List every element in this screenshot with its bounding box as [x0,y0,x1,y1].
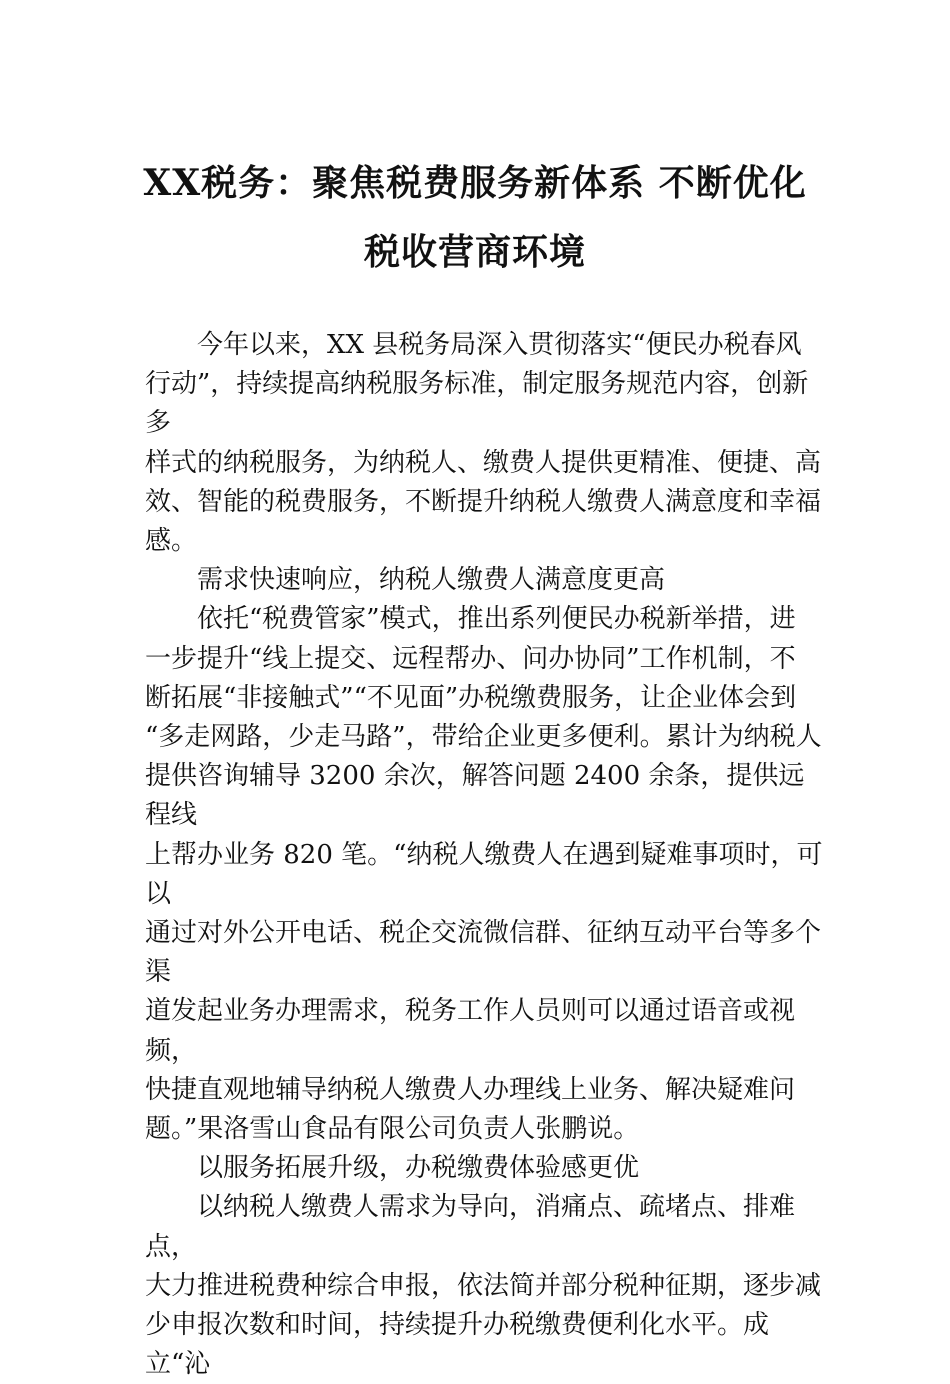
document-title-line-2: 税收营商环境 [363,231,586,273]
document-body [145,326,825,1384]
section-heading-response: 需求快速响应，纳税人缴费人满意度更高 [197,565,666,596]
paragraph-response: 依托“税费管家”模式，推出系列便民办税新举措，进 一步提升“线上提交、远程帮办、问办协同”工作机制，不 断拓展“非接触式”“不见面”办税缴费服务，让企业体会到 “多走网路，少走马路”，带给企业更多便利。累计为纳税人 提供咨询辅导 3200 余次，解答问题 2400 余条，提供远程线 上帮办业务 820 笔。“纳税人缴费人在遇到疑难事项时，可以 通过对外公开电话、税企交流微信群、征纳互动平台等多个渠 道发起业务办理需求，税务工作人员则可以通过语音或视频， 快捷直观地辅导纳税人缴费人办理线上业务、解决疑难问 题。”果洛雪山食品有限公司负责人张鹏说。 [145,604,823,1145]
section-heading-service: 以服务拓展升级，办税缴费体验感更优 [197,1153,640,1184]
document-title-line-1: XX税务：聚焦税费服务新体系 不断优化 [143,162,807,204]
paragraph-intro: 今年以来，XX 县税务局深入贯彻落实“便民办税春风 行动”，持续提高纳税服务标准，制定服务规范内容，创新多 样式的纳税服务，为纳税人、缴费人提供更精准、便捷、高 效、智能的税费服务，不断提升纳税人缴费人满意度和幸福 感。 [145,330,822,557]
paragraph-service: 以纳税人缴费人需求为导向，消痛点、疏堵点、排难点， 大力推进税费种综合申报，依法简并部分税种征期，逐步减 少申报次数和时间，持续提升办税缴费便利化水平。成立“沁 [145,1192,822,1380]
